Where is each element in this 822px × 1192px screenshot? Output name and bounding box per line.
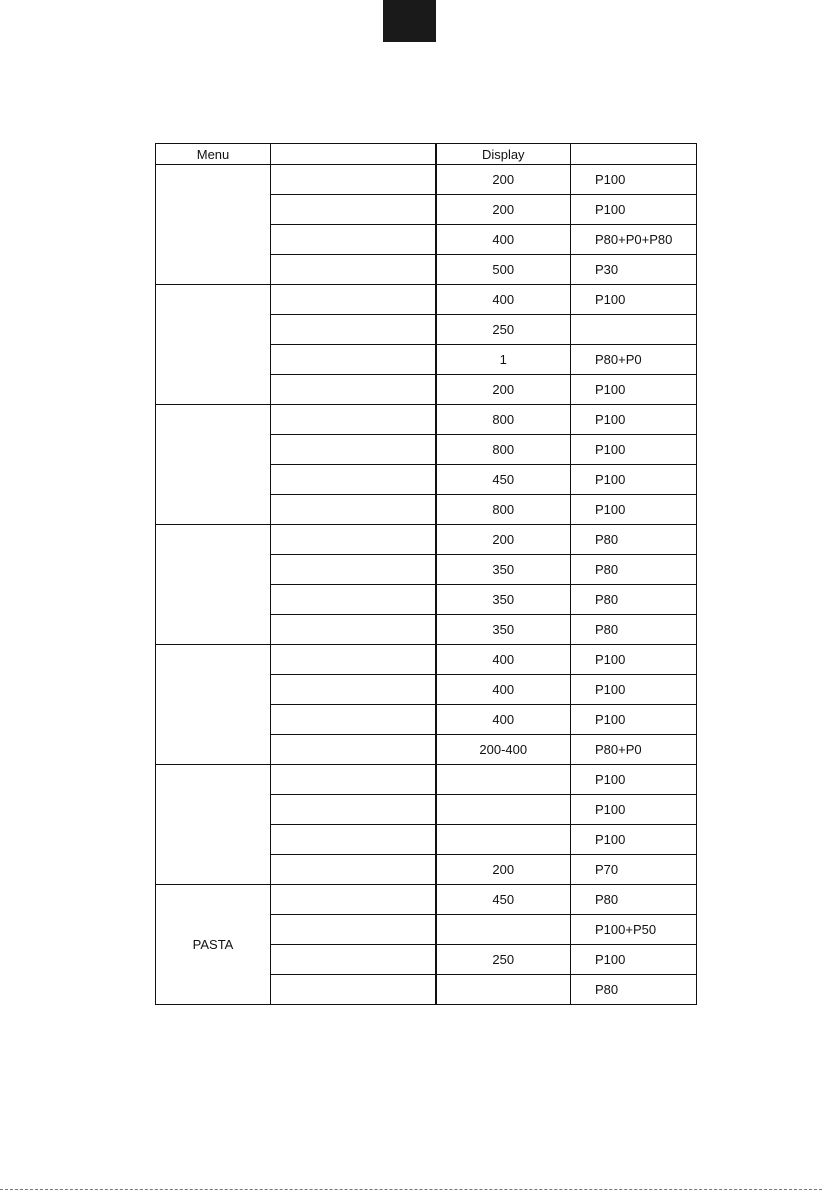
display-weight-cell — [436, 975, 571, 1005]
item-name-cell — [271, 225, 436, 255]
display-weight-cell: 800 — [436, 405, 571, 435]
item-name-cell — [271, 555, 436, 585]
power-level-cell: P30 — [571, 255, 697, 285]
power-level-cell: P100 — [571, 495, 697, 525]
power-level-cell: P100 — [571, 945, 697, 975]
header-menu: Menu — [156, 144, 271, 165]
header-display: Display — [436, 144, 571, 165]
menu-category-cell — [156, 525, 271, 645]
power-level-cell: P100+P50 — [571, 915, 697, 945]
item-name-cell — [271, 285, 436, 315]
item-name-cell — [271, 315, 436, 345]
display-weight-cell — [436, 915, 571, 945]
power-level-cell: P80+P0 — [571, 735, 697, 765]
power-level-cell: P100 — [571, 165, 697, 195]
item-name-cell — [271, 405, 436, 435]
page-tab-marker — [383, 0, 436, 42]
item-name-cell — [271, 945, 436, 975]
power-level-cell: P100 — [571, 675, 697, 705]
table-header-row — [156, 144, 697, 165]
power-level-cell: P100 — [571, 765, 697, 795]
display-weight-cell: 800 — [436, 435, 571, 465]
table-body — [156, 165, 697, 1005]
display-weight-cell: 250 — [436, 945, 571, 975]
power-level-cell: P80 — [571, 975, 697, 1005]
table-row — [156, 405, 697, 435]
item-name-cell — [271, 615, 436, 645]
display-weight-cell: 350 — [436, 555, 571, 585]
display-weight-cell: 200 — [436, 195, 571, 225]
item-name-cell — [271, 975, 436, 1005]
item-name-cell — [271, 795, 436, 825]
menu-category-cell — [156, 165, 271, 285]
display-weight-cell: 500 — [436, 255, 571, 285]
table-row — [156, 645, 697, 675]
display-weight-cell: 200 — [436, 525, 571, 555]
power-level-cell: P80+P0+P80 — [571, 225, 697, 255]
item-name-cell — [271, 705, 436, 735]
display-weight-cell: 400 — [436, 285, 571, 315]
item-name-cell — [271, 645, 436, 675]
display-weight-cell: 350 — [436, 615, 571, 645]
item-name-cell — [271, 885, 436, 915]
table-row — [156, 765, 697, 795]
menu-category-cell: PASTA — [156, 885, 271, 1005]
display-weight-cell: 1 — [436, 345, 571, 375]
power-level-cell: P80 — [571, 885, 697, 915]
item-name-cell — [271, 825, 436, 855]
power-level-cell — [571, 315, 697, 345]
display-weight-cell: 200-400 — [436, 735, 571, 765]
power-level-cell: P100 — [571, 795, 697, 825]
table-row — [156, 165, 697, 195]
item-name-cell — [271, 465, 436, 495]
menu-table — [155, 143, 697, 1005]
power-level-cell: P80 — [571, 525, 697, 555]
display-weight-cell — [436, 765, 571, 795]
item-name-cell — [271, 375, 436, 405]
display-weight-cell: 400 — [436, 225, 571, 255]
display-weight-cell: 200 — [436, 375, 571, 405]
item-name-cell — [271, 165, 436, 195]
item-name-cell — [271, 495, 436, 525]
table-row — [156, 885, 697, 915]
display-weight-cell: 400 — [436, 705, 571, 735]
power-level-cell: P100 — [571, 435, 697, 465]
item-name-cell — [271, 735, 436, 765]
item-name-cell — [271, 675, 436, 705]
display-weight-cell: 400 — [436, 675, 571, 705]
power-level-cell: P70 — [571, 855, 697, 885]
power-level-cell: P100 — [571, 405, 697, 435]
display-weight-cell: 200 — [436, 855, 571, 885]
item-name-cell — [271, 765, 436, 795]
menu-category-cell — [156, 765, 271, 885]
power-level-cell: P80 — [571, 585, 697, 615]
display-weight-cell: 200 — [436, 165, 571, 195]
power-level-cell: P100 — [571, 285, 697, 315]
display-weight-cell: 450 — [436, 885, 571, 915]
header-name — [271, 144, 436, 165]
display-weight-cell: 400 — [436, 645, 571, 675]
item-name-cell — [271, 195, 436, 225]
menu-category-cell — [156, 405, 271, 525]
power-level-cell: P100 — [571, 375, 697, 405]
display-weight-cell: 800 — [436, 495, 571, 525]
power-level-cell: P80 — [571, 555, 697, 585]
display-weight-cell: 450 — [436, 465, 571, 495]
page-footer-rule — [0, 1189, 822, 1190]
item-name-cell — [271, 255, 436, 285]
power-level-cell: P100 — [571, 825, 697, 855]
menu-category-cell — [156, 645, 271, 765]
header-power — [571, 144, 697, 165]
power-level-cell: P80 — [571, 615, 697, 645]
display-weight-cell — [436, 825, 571, 855]
power-level-cell: P100 — [571, 705, 697, 735]
item-name-cell — [271, 915, 436, 945]
display-weight-cell — [436, 795, 571, 825]
item-name-cell — [271, 855, 436, 885]
item-name-cell — [271, 525, 436, 555]
power-level-cell: P80+P0 — [571, 345, 697, 375]
item-name-cell — [271, 345, 436, 375]
table-row — [156, 285, 697, 315]
display-weight-cell: 350 — [436, 585, 571, 615]
item-name-cell — [271, 435, 436, 465]
power-level-cell: P100 — [571, 465, 697, 495]
power-level-cell: P100 — [571, 645, 697, 675]
item-name-cell — [271, 585, 436, 615]
table-row — [156, 525, 697, 555]
power-level-cell: P100 — [571, 195, 697, 225]
display-weight-cell: 250 — [436, 315, 571, 345]
menu-category-cell — [156, 285, 271, 405]
